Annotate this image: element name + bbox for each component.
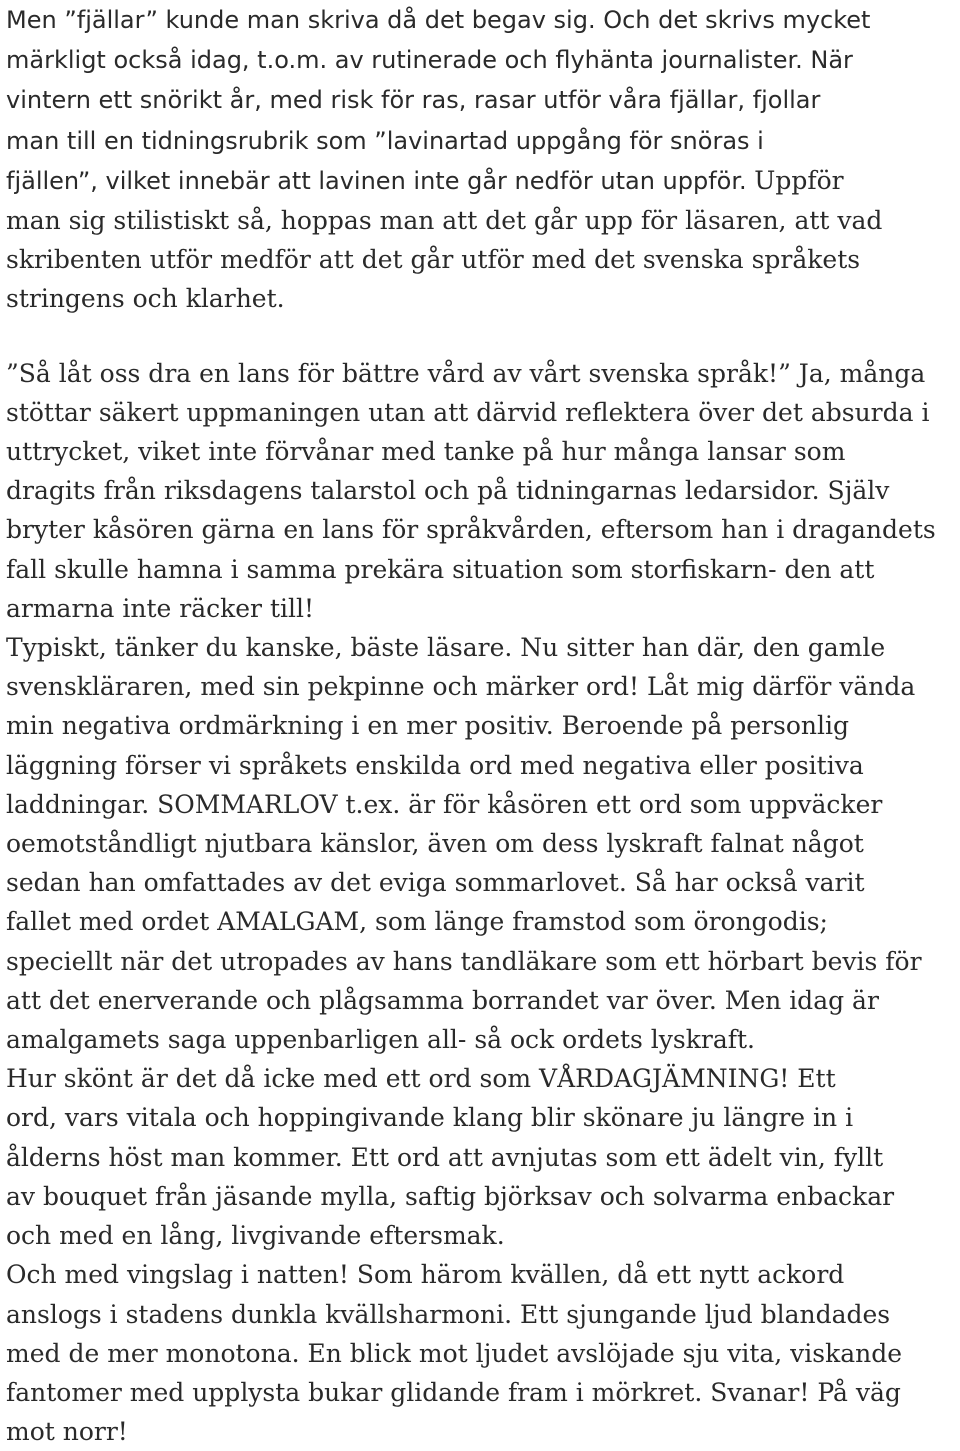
paragraph-1-text-b: Uppför man sig stilistiskt så, hoppas man att det går upp för läsaren, att vad skribenten utför medför att det går utför med det svenska språkets stringens och klarhet. [6,165,883,314]
paragraph-5 [6,1255,958,1451]
paragraph-1-text-a: Men ”fjällar” kunde man skriva då det begav sig. Och det skrivs mycket märkligt också idag, t.o.m. av rutinerade och flyhänta journalister. När vintern ett snörikt år, med risk för ras, rasar utför våra fjällar, fjollar man till en tidningsrubrik som ”lavinartad uppgång för snöras i fjällen”, vilket innebär att lavinen inte går nedför utan uppför. [6,6,871,195]
paragraph-3-text: Typiskt, tänker du kanske, bäste läsare. Nu sitter han där, den gamle svenskläraren, med sin pekpinne och märker ord! Låt mig därför vända min negativa ordmärkning i en mer positiv. Beroende på personlig läggning förser vi språkets enskilda ord med negativa eller positiva laddningar. SOMMARLOV t.ex. är för kåsören ett ord som uppväcker oemotståndligt njutbara känslor, även om dess lyskraft falnat något sedan han omfattades av det eviga sommarlovet. Så har också varit fallet med ordet AMALGAM, som länge framstod som örongodis; speciellt när det utropades av hans tandläkare som ett hörbart bevis för att det enerverande och plågsamma borrandet var över. Men idag är amalgamets saga uppenbarligen all- så ock ordets lyskraft. [6,633,922,1055]
paragraph-5-text: Och med vingslag i natten! Som härom kvällen, då ett nytt ackord anslogs i stadens dunkla kvällsharmoni. Ett sjungande ljud blandades med de mer monotona. En blick mot ljudet avslöjade sju vita, viskande fantomer med upplysta bukar glidande fram i mörkret. Svanar! På väg mot norr! [6,1260,903,1447]
paragraph-2-text: ”Så låt oss dra en lans för bättre vård av vårt svenska språk!” Ja, många stöttar säkert uppmaningen utan att därvid reflektera över det absurda i uttrycket, viket inte förvånar med tanke på hur många lansar som dragits från riksdagens talarstol och på tidningarnas ledarsidor. Själv bryter kåsören gärna en lans för språkvården, eftersom han i dragandets fall skulle hamna i samma prekära situation som storfiskarn- den att armarna inte räcker till! [6,358,936,623]
paragraph-1 [6,0,958,319]
paragraph-2 [6,354,958,628]
document-page [6,0,958,1451]
paragraph-3 [6,628,958,1059]
paragraph-4-text: Hur skönt är det då icke med ett ord som VÅRDAGJÄMNING! Ett ord, vars vitala och hoppingivande klang blir skönare ju längre in i ålderns höst man kommer. Ett ord att avnjutas som ett ädelt vin, fyllt av bouquet från jäsande mylla, saftig björksav och solvarma enbackar och med en lång, livgivande eftersmak. [6,1064,895,1251]
paragraph-4 [6,1059,958,1255]
